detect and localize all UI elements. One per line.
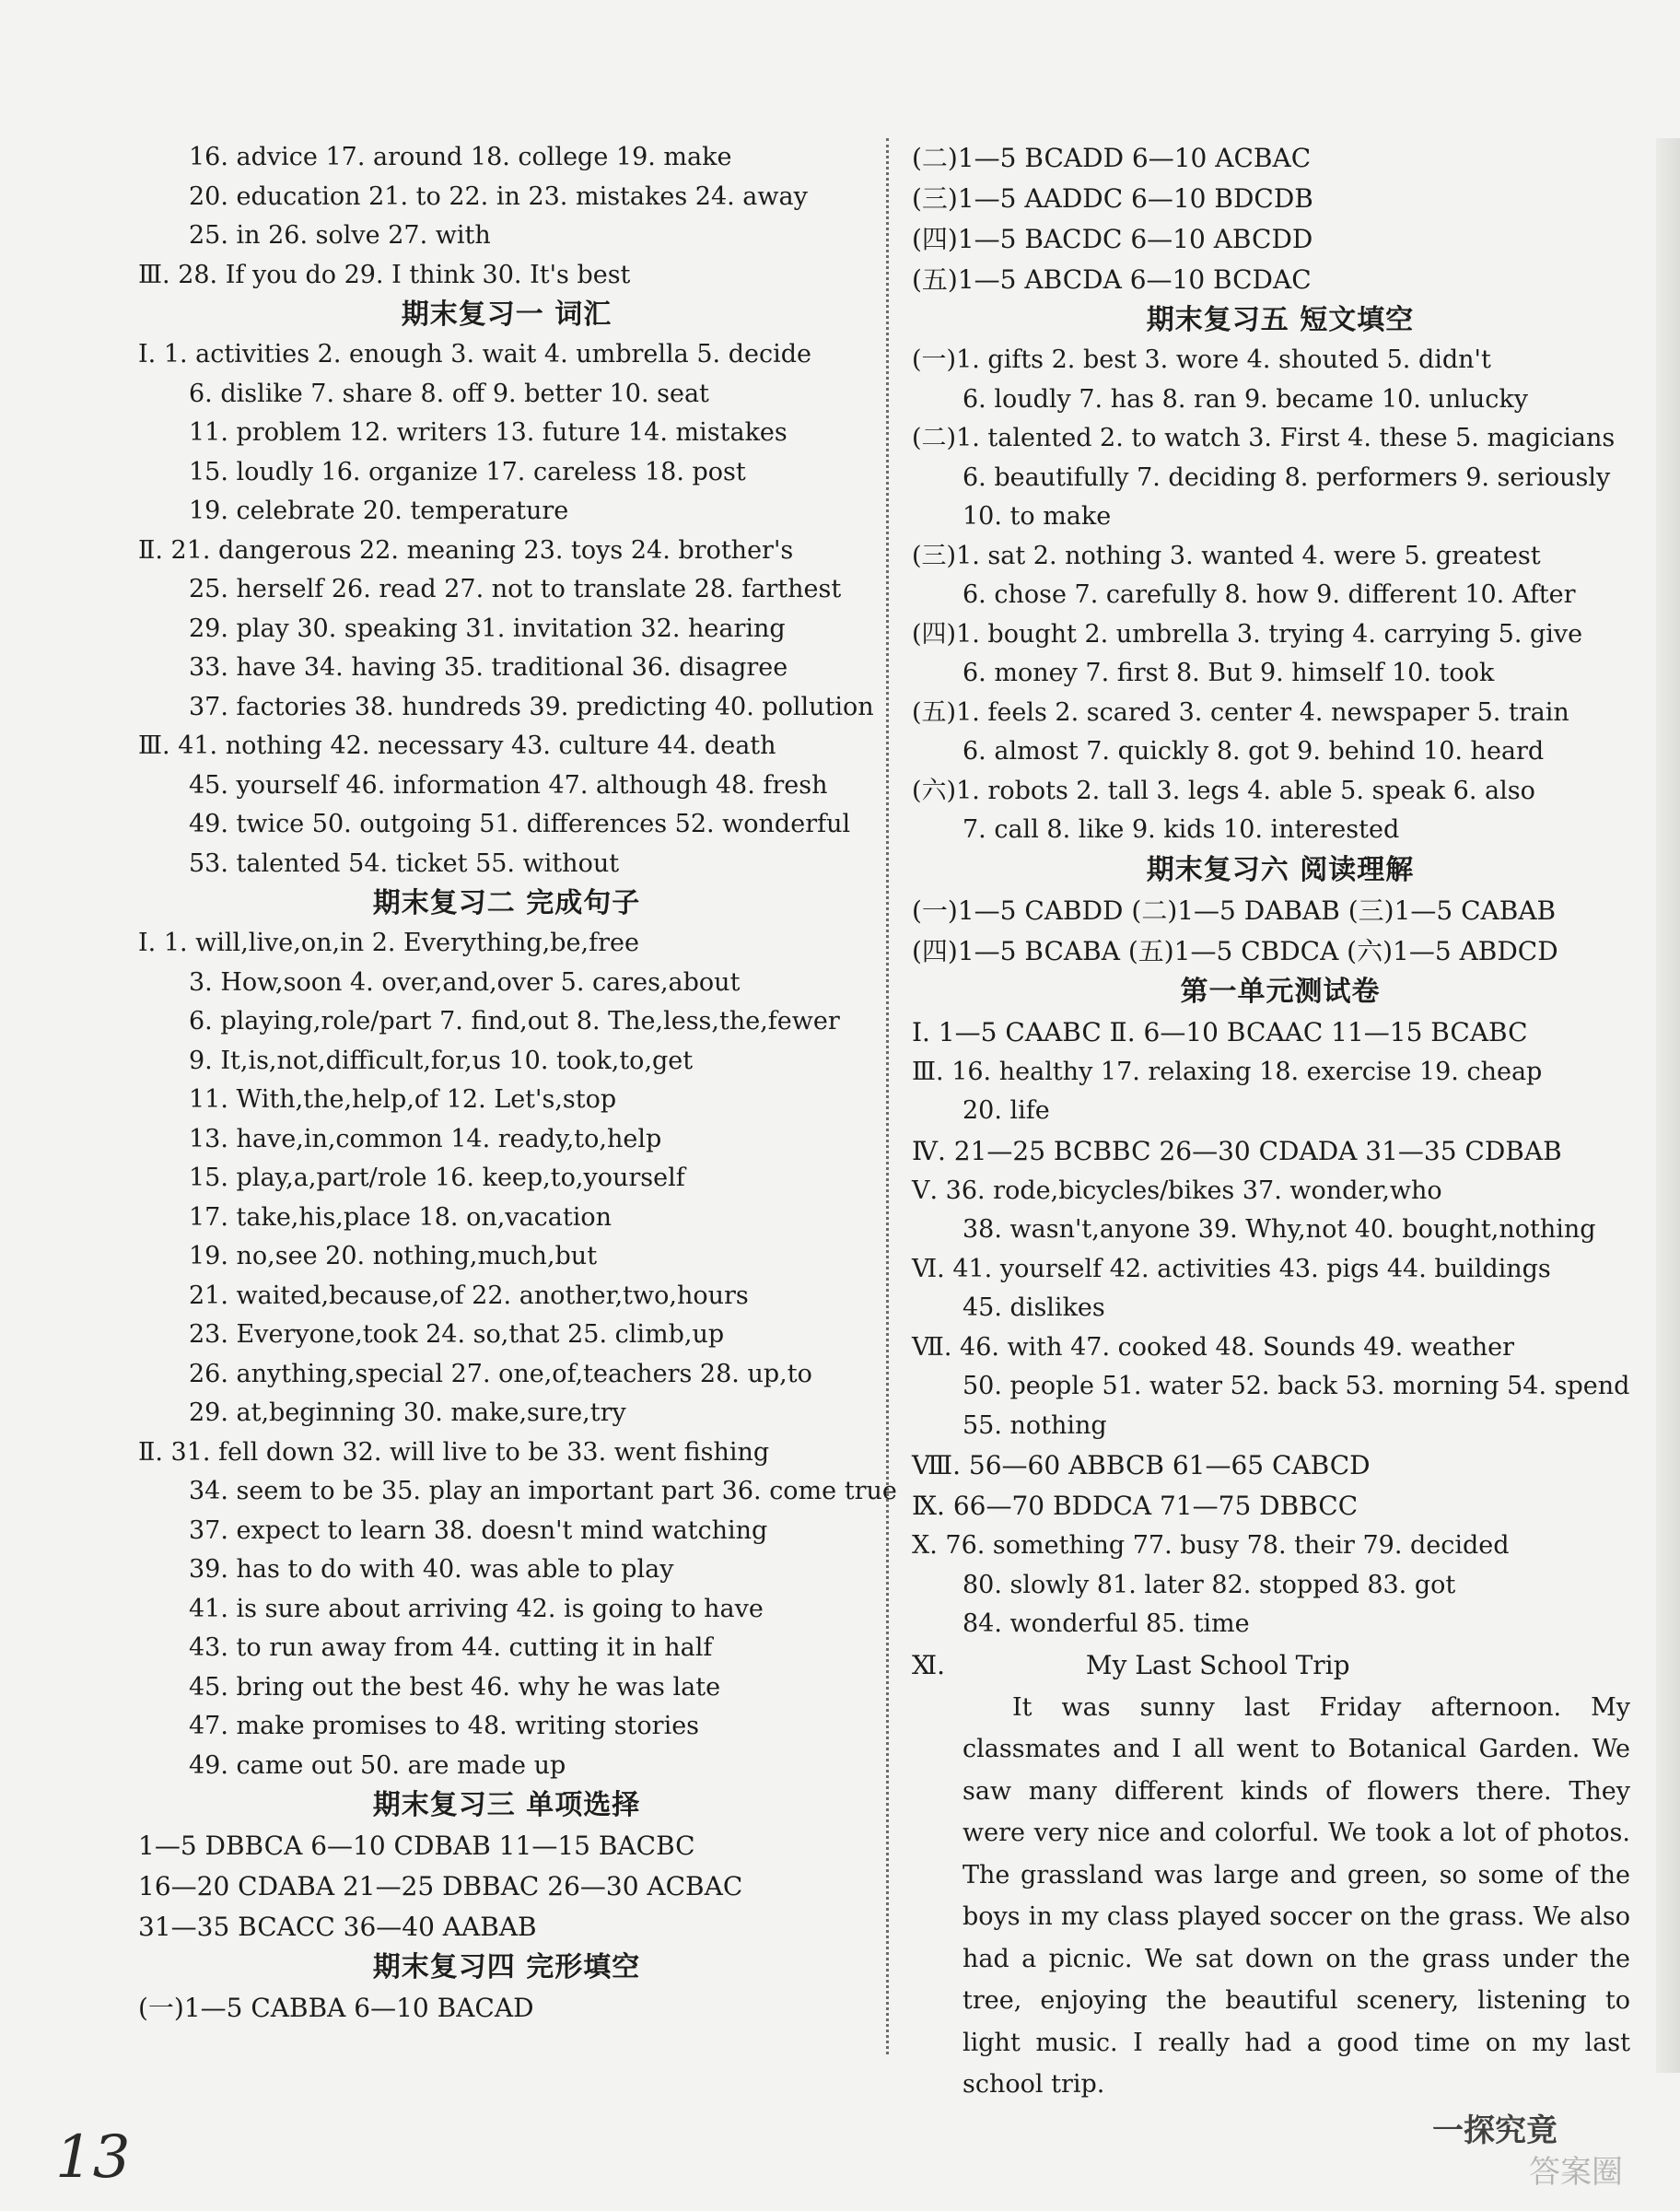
answer-line: 45. yourself 46. information 47. although 48. fresh [189, 770, 828, 800]
answer-line: 6. money 7. first 8. But 9. himself 10. took [962, 659, 1495, 687]
answer-line: 53. talented 54. ticket 55. without [189, 848, 620, 878]
answer-line: 6. dislike 7. share 8. off 9. better 10. seat [189, 379, 709, 408]
essay-heading [912, 1644, 1649, 1687]
essay-body: It was sunny last Friday afternoon. My classmates and I all went to Botanical Garden. We saw many different kinds of flowers there. They were very nice and colorful. We took a lot of photos. The grassland was large and green, so some of the boys in my class played soccer on the grass. We also had a picnic. We sat down on the grass under the tree, enjoying the beautiful scenery, listening to light music. I really had a good time on my last school trip. [962, 1692, 1630, 2099]
answer-line-choices: Ⅳ. 21—25 BCBBC 26—30 CDADA 31—35 CDBAB [912, 1135, 1562, 1166]
answer-line: 10. to make [962, 502, 1112, 531]
footer-brand: 一探究竟 [1432, 2112, 1558, 2149]
answer-line: 49. came out 50. are made up [189, 1750, 566, 1780]
answer-line: 6. chose 7. carefully 8. how 9. different 10. After [962, 580, 1576, 609]
page-edge-shadow [1656, 138, 1680, 2073]
answer-line: 3. How,soon 4. over,and,over 5. cares,about [189, 967, 741, 997]
answer-line: 26. anything,special 27. one,of,teachers 28. up,to [189, 1359, 812, 1388]
answer-line: 25. herself 26. read 27. not to translate 28. farthest [189, 575, 842, 603]
answer-line: 29. at,beginning 30. make,sure,try [189, 1398, 626, 1427]
answer-line-choices: (一)1—5 CABDD (二)1—5 DABAB (三)1—5 CABAB [912, 895, 1557, 926]
essay-title: My Last School Trip [1085, 1649, 1350, 1680]
answer-line: Ⅱ. 31. fell down 32. will live to be 33. went fishing [138, 1437, 770, 1467]
answer-line: 38. wasn't,anyone 39. Why,not 40. bought,nothing [962, 1215, 1596, 1244]
answer-line-choices: 16—20 CDABA 21—25 DBBAC 26—30 ACBAC [138, 1871, 743, 1901]
answer-line: 25. in 26. solve 27. with [189, 221, 491, 250]
column-divider [886, 138, 889, 2054]
section-heading: 期末复习六 阅读理解 [1146, 853, 1415, 886]
answer-line: 39. has to do with 40. was able to play [189, 1555, 674, 1584]
answer-line: 15. loudly 16. organize 17. careless 18. post [189, 457, 746, 486]
answer-line: 9. It,is,not,difficult,for,us 10. took,to,get [189, 1046, 694, 1075]
answer-line: 15. play,a,part/role 16. keep,to,yourself [189, 1164, 685, 1192]
answer-line: 11. With,the,help,of 12. Let's,stop [189, 1085, 617, 1114]
answer-line: (四)1. bought 2. umbrella 3. trying 4. carrying 5. give [912, 619, 1583, 649]
answer-line: Ⅲ. 28. If you do 29. I think 30. It's best [138, 260, 631, 289]
answer-line: 20. education 21. to 22. in 23. mistakes 24. away [189, 181, 808, 211]
answer-line: 20. life [962, 1096, 1050, 1125]
answer-line: 84. wonderful 85. time [962, 1609, 1250, 1638]
answer-line: 80. slowly 81. later 82. stopped 83. got [962, 1570, 1456, 1599]
answer-line: 13. have,in,common 14. ready,to,help [189, 1124, 662, 1153]
answer-line: 6. playing,role/part 7. find,out 8. The,less,the,fewer [189, 1007, 840, 1035]
answer-line: Ⅹ. 76. something 77. busy 78. their 79. decided [912, 1531, 1510, 1560]
answer-line: 50. people 51. water 52. back 53. morning 54. spend [962, 1372, 1630, 1400]
answer-line: 21. waited,because,of 22. another,two,hours [189, 1281, 749, 1310]
answer-line: Ⅴ. 36. rode,bicycles/bikes 37. wonder,who [912, 1176, 1442, 1205]
answer-line-choices: Ⅸ. 66—70 BDDCA 71—75 DBBCC [912, 1491, 1359, 1521]
section-heading: 期末复习三 单项选择 [372, 1789, 641, 1821]
answer-line-choices: (二)1—5 BCADD 6—10 ACBAC [912, 143, 1312, 173]
answer-line: 55. nothing [962, 1410, 1107, 1440]
answer-line: Ⅲ. 16. healthy 17. relaxing 18. exercise 19. cheap [912, 1057, 1543, 1086]
answer-line: (一)1. gifts 2. best 3. wore 4. shouted 5. didn't [912, 345, 1491, 374]
answer-line: 16. advice 17. around 18. college 19. make [189, 143, 732, 171]
answer-line: 6. loudly 7. has 8. ran 9. became 10. unlucky [962, 384, 1529, 414]
right-column-answers [912, 138, 1649, 1644]
section-heading: 期末复习五 短文填空 [1146, 304, 1415, 336]
section-heading: 第一单元测试卷 [1180, 975, 1381, 1008]
answer-line-choices: (一)1—5 CABBA 6—10 BACAD [138, 1993, 534, 2023]
answer-line: 6. beautifully 7. deciding 8. performers 9. seriously [962, 462, 1611, 492]
answer-line: (六)1. robots 2. tall 3. legs 4. able 5. speak 6. also [912, 776, 1535, 805]
answer-line: 49. twice 50. outgoing 51. differences 52. wonderful [189, 810, 851, 838]
answer-line: 37. factories 38. hundreds 39. predicting 40. pollution [189, 692, 874, 721]
answer-line-choices: (三)1—5 AADDC 6—10 BDCDB [912, 183, 1313, 214]
answer-line: Ⅰ. 1. activities 2. enough 3. wait 4. umbrella 5. decide [138, 340, 811, 368]
answer-line: 11. problem 12. writers 13. future 14. mistakes [189, 418, 788, 447]
answer-line-choices: 1—5 DBBCA 6—10 CDBAB 11—15 BACBC [138, 1831, 695, 1861]
answer-line: Ⅰ. 1. will,live,on,in 2. Everything,be,free [138, 929, 639, 957]
answer-line: 29. play 30. speaking 31. invitation 32. hearing [189, 614, 786, 643]
watermark-logo: 答案圈 [1529, 2154, 1623, 2191]
answer-line: (二)1. talented 2. to watch 3. First 4. these 5. magicians [912, 424, 1616, 452]
answer-line: 23. Everyone,took 24. so,that 25. climb,up [189, 1320, 725, 1349]
answer-line-choices: Ⅰ. 1—5 CAABC Ⅱ. 6—10 BCAAC 11—15 BCABC [912, 1016, 1528, 1047]
answer-line: Ⅶ. 46. with 47. cooked 48. Sounds 49. weather [912, 1332, 1515, 1362]
answer-line: (三)1. sat 2. nothing 3. wanted 4. were 5. greatest [912, 541, 1541, 570]
handwritten-page-number: 13 [55, 2123, 131, 2192]
answer-line: Ⅱ. 21. dangerous 22. meaning 23. toys 24. brother's [138, 535, 794, 565]
section-heading: 期末复习四 完形填空 [372, 1951, 641, 1983]
answer-line-choices: 31—35 BCACC 36—40 AABAB [138, 1912, 537, 1942]
right-column [912, 138, 1649, 2106]
answer-line: 6. almost 7. quickly 8. got 9. behind 10. heard [962, 737, 1545, 766]
answer-line: Ⅲ. 41. nothing 42. necessary 43. culture 44. death [138, 731, 776, 760]
answer-line-choices: (五)1—5 ABCDA 6—10 BCDAC [912, 264, 1312, 295]
answer-line: 34. seem to be 35. play an important part 36. come true [189, 1477, 897, 1505]
answer-line: 33. have 34. having 35. traditional 36. disagree [189, 653, 788, 682]
answer-line: 47. make promises to 48. writing stories [189, 1712, 700, 1740]
answer-line: 19. no,see 20. nothing,much,but [189, 1242, 598, 1270]
answer-line: 7. call 8. like 9. kids 10. interested [962, 815, 1400, 844]
answer-line: 41. is sure about arriving 42. is going to have [189, 1594, 764, 1623]
answer-line: (五)1. feels 2. scared 3. center 4. newspaper 5. train [912, 697, 1569, 727]
answer-line: 45. bring out the best 46. why he was late [189, 1672, 721, 1702]
answer-line-choices: (四)1—5 BACDC 6—10 ABCDD [912, 224, 1313, 254]
section-heading: 期末复习二 完成句子 [372, 887, 641, 919]
section-heading: 期末复习一 词汇 [401, 298, 612, 331]
answer-line: 17. take,his,place 18. on,vacation [189, 1202, 612, 1232]
answer-line-choices: (四)1—5 BCABA (五)1—5 CBDCA (六)1—5 ABDCD [912, 935, 1558, 966]
answer-line: 19. celebrate 20. temperature [189, 497, 569, 525]
answer-line-choices: Ⅷ. 56—60 ABBCB 61—65 CABCD [912, 1450, 1371, 1480]
answer-line: 43. to run away from 44. cutting it in half [189, 1633, 713, 1662]
left-column [138, 138, 897, 2029]
answer-line: Ⅵ. 41. yourself 42. activities 43. pigs 44. buildings [912, 1254, 1551, 1283]
answer-line: 37. expect to learn 38. doesn't mind watching [189, 1515, 768, 1545]
essay-section-number: Ⅺ. [912, 1649, 946, 1680]
answer-line: 45. dislikes [962, 1293, 1105, 1322]
